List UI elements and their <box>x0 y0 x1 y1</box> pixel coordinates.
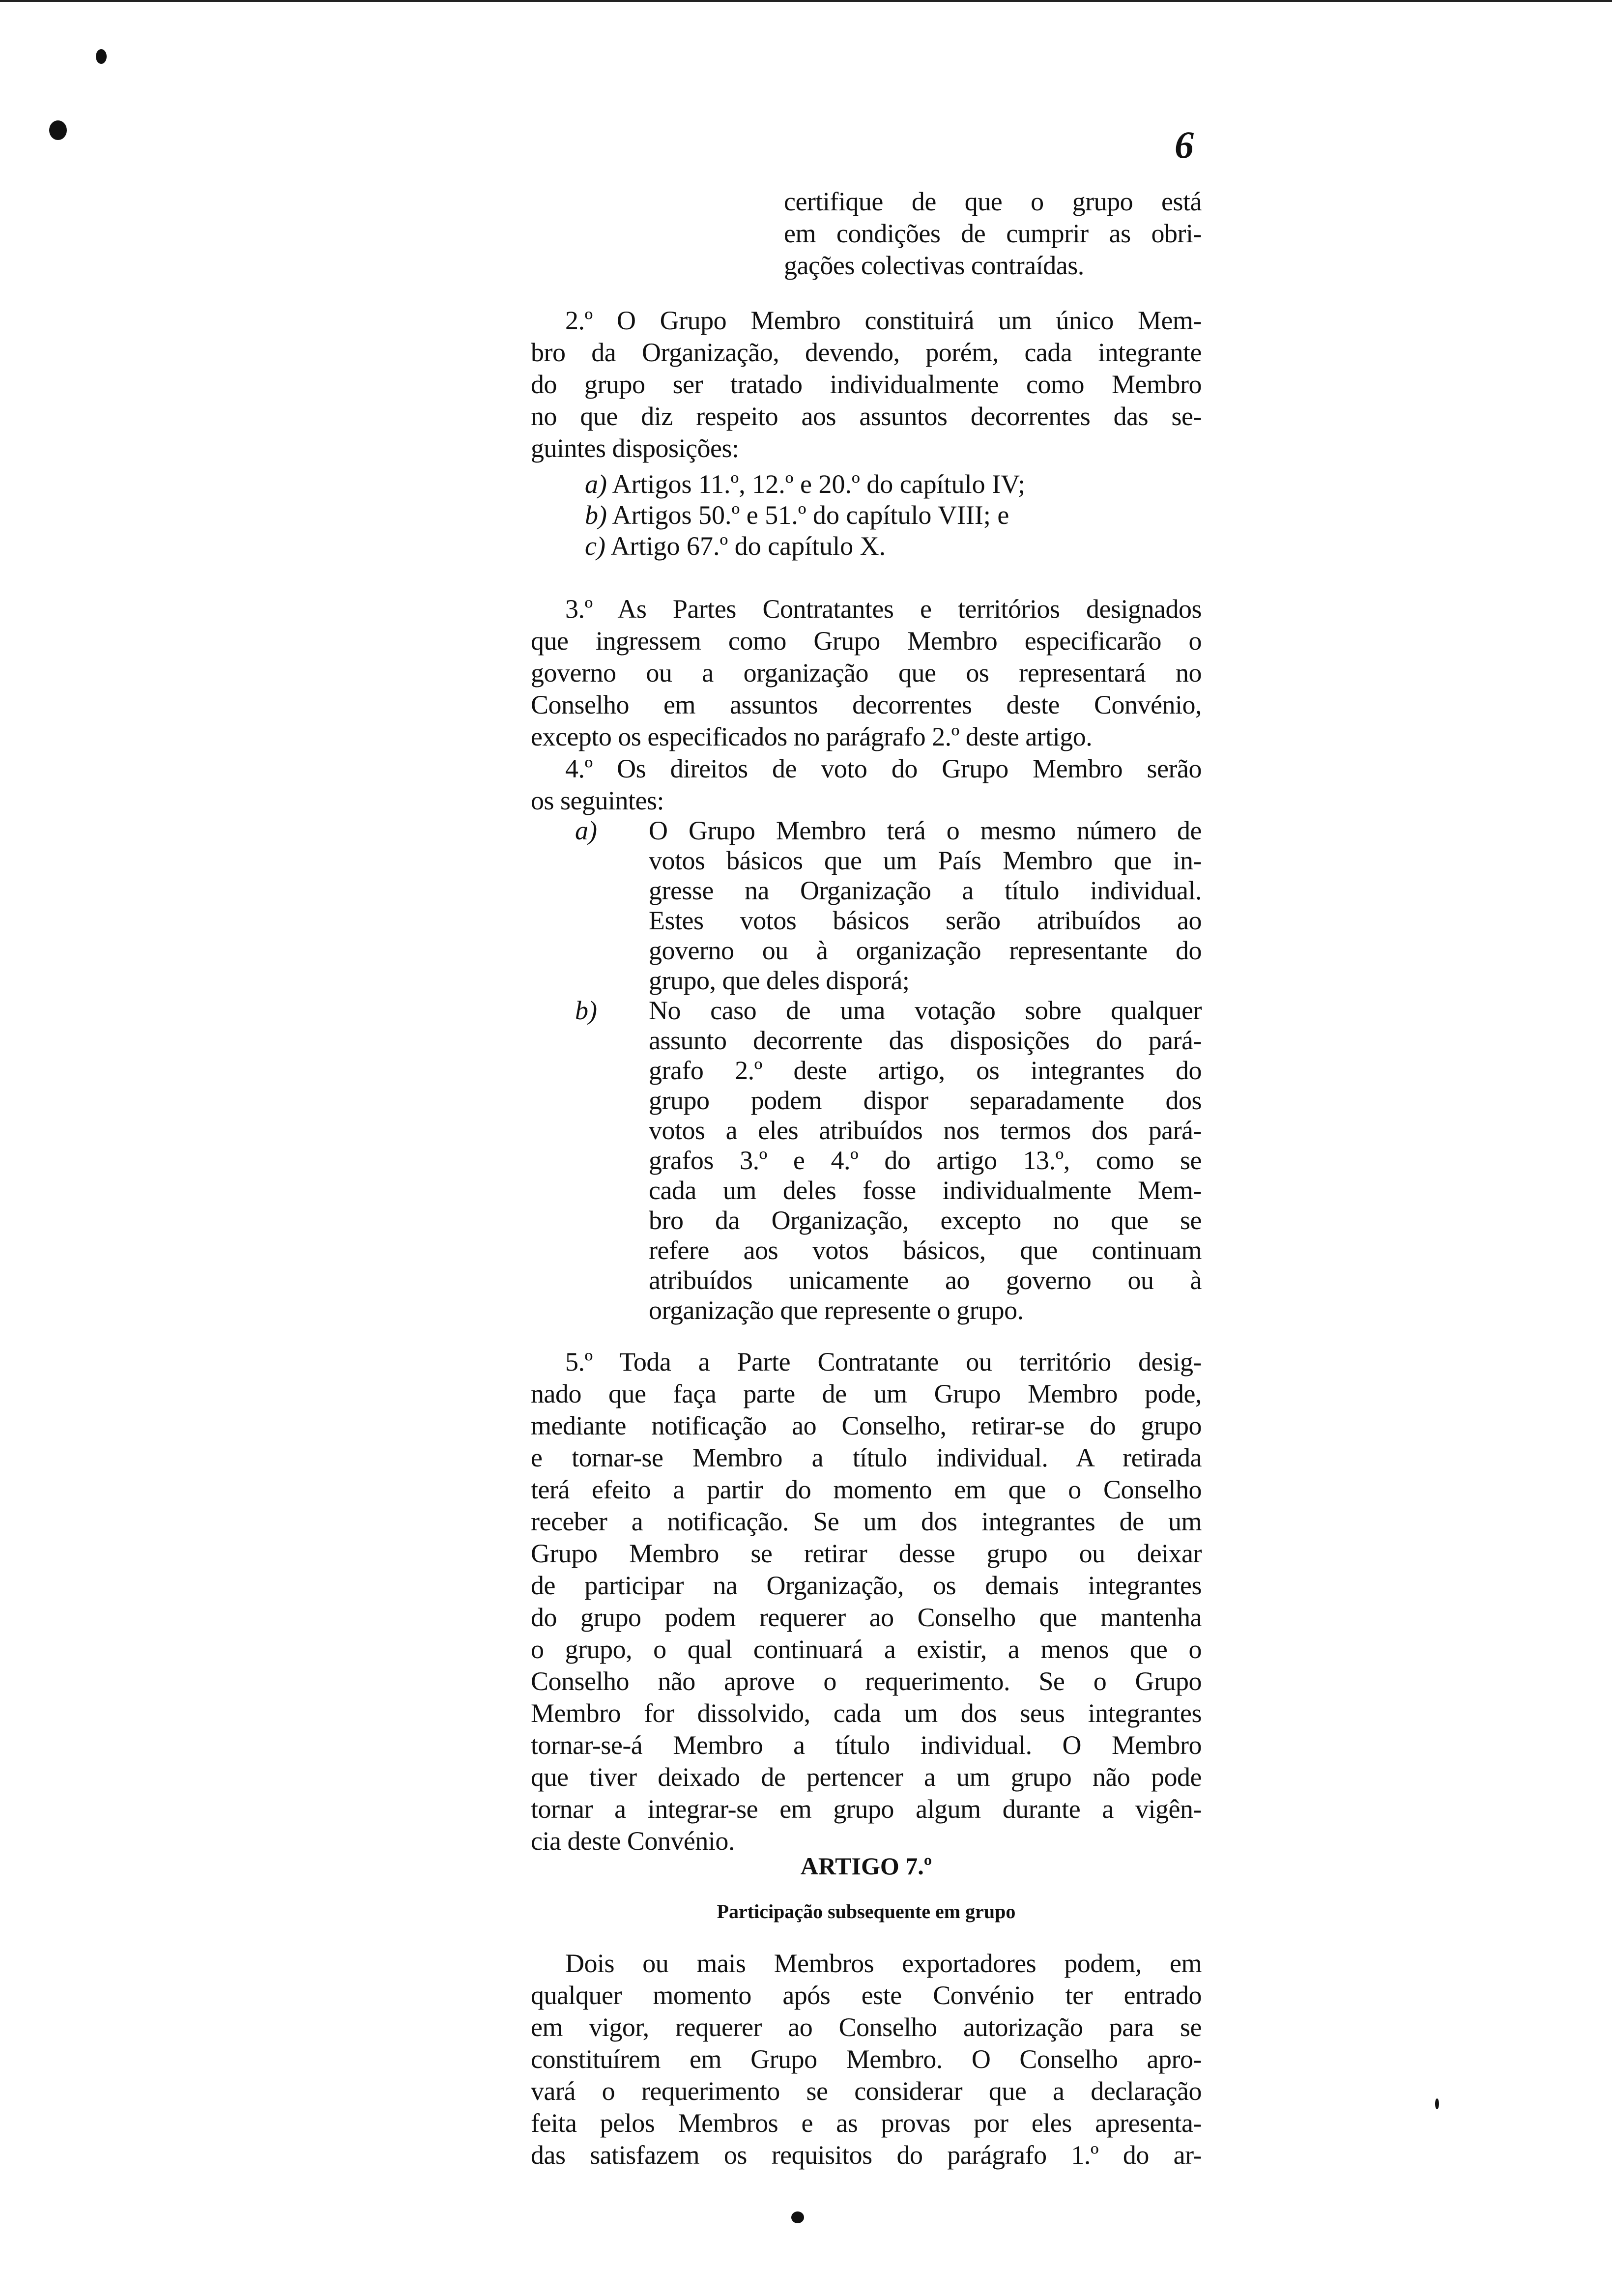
voting-item-a <box>575 816 1202 996</box>
list-label: c) <box>585 531 605 561</box>
text-line: em vigor, requerer ao Conselho autorização para se <box>531 2012 1202 2042</box>
list-text: Artigos 11.º, 12.º e 20.º do capítulo IV; <box>612 469 1026 499</box>
item-label: a) <box>575 816 597 845</box>
paragraph-2-list <box>585 469 1224 562</box>
list-text: Artigos 50.º e 51.º do capítulo VIII; e <box>612 500 1009 530</box>
article-7-paragraph <box>531 1948 1202 2171</box>
list-label: b) <box>585 500 607 530</box>
text-line: e tornar-se Membro a título individual. A retirada <box>531 1443 1202 1472</box>
text-line: 2.º O Grupo Membro constituirá um único Mem- <box>565 306 1202 335</box>
line-container <box>649 996 1202 1325</box>
article-heading: ARTIGO 7.º <box>800 1852 932 1880</box>
item-label: b) <box>575 996 597 1025</box>
text-line: 4.º Os direitos de voto do Grupo Membro serão <box>565 754 1202 783</box>
text-line: gações colectivas contraídas. <box>784 251 1084 280</box>
text-line: que ingressem como Grupo Membro especificarão o <box>531 626 1202 656</box>
paragraph-2 <box>531 305 1202 464</box>
line-container <box>784 186 1202 282</box>
text-line: 5.º Toda a Parte Contratante ou território desig- <box>565 1347 1202 1377</box>
text-line: votos a eles atribuídos nos termos dos pará- <box>649 1116 1202 1145</box>
text-line: bro da Organização, excepto no que se <box>649 1205 1202 1235</box>
paragraph-3-4 <box>531 593 1202 817</box>
text-line: Membro for dissolvido, cada um dos seus integrantes <box>531 1698 1202 1728</box>
text-line: grupo, que deles disporá; <box>649 966 910 995</box>
text-line: governo ou a organização que os representará no <box>531 658 1202 688</box>
text-line: organização que represente o grupo. <box>649 1295 1024 1325</box>
scan-speck <box>96 49 107 64</box>
text-line: 3.º As Partes Contratantes e territórios designados <box>565 594 1202 624</box>
text-line: cada um deles fosse individualmente Mem- <box>649 1176 1202 1205</box>
text-line: de participar na Organização, os demais integrantes <box>531 1571 1202 1600</box>
text-line: terá efeito a partir do momento em que o Conselho <box>531 1475 1202 1504</box>
text-line: os seguintes: <box>531 786 664 815</box>
text-line: do grupo ser tratado individualmente como Membro <box>531 370 1202 399</box>
text-line: Conselho em assuntos decorrentes deste Convénio, <box>531 690 1202 719</box>
text-line: grafo 2.º deste artigo, os integrantes do <box>649 1056 1202 1085</box>
text-line: O Grupo Membro terá o mesmo número de <box>649 816 1202 845</box>
text-line: Dois ou mais Membros exportadores podem, em <box>565 1949 1202 1978</box>
list-item <box>585 531 1224 562</box>
scan-speck <box>1435 2098 1439 2109</box>
paragraph-5 <box>531 1346 1202 1857</box>
text-line: tornar-se-á Membro a título individual. O Membro <box>531 1730 1202 1760</box>
text-line: feita pelos Membros e as provas por eles apresenta- <box>531 2108 1202 2138</box>
text-line: no que diz respeito aos assuntos decorrentes das se- <box>531 402 1202 431</box>
text-line: certifique de que o grupo está <box>784 187 1202 216</box>
text-line: tornar a integrar-se em grupo algum durante a vigên- <box>531 1794 1202 1824</box>
text-line: qualquer momento após este Convénio ter entrado <box>531 1980 1202 2010</box>
text-line: cia deste Convénio. <box>531 1826 735 1856</box>
article-subheading: Participação subsequente em grupo <box>717 1900 1016 1923</box>
text-line: Conselho não aprove o requerimento. Se o Grupo <box>531 1666 1202 1696</box>
text-line: gresse na Organização a título individual. <box>649 876 1202 905</box>
text-line: vará o requerimento se considerar que a declaração <box>531 2076 1202 2106</box>
line-container <box>531 593 1202 817</box>
scan-edge-line <box>0 0 1612 2</box>
text-line: Estes votos básicos serão atribuídos ao <box>649 906 1202 935</box>
list-item <box>585 469 1224 500</box>
text-line: grupo podem dispor separadamente dos <box>649 1086 1202 1115</box>
text-line: das satisfazem os requisitos do parágrafo 1.º do ar- <box>531 2140 1202 2170</box>
text-line: que tiver deixado de pertencer a um grupo não pode <box>531 1762 1202 1792</box>
text-line: do grupo podem requerer ao Conselho que mantenha <box>531 1603 1202 1632</box>
line-container <box>531 1346 1202 1857</box>
text-line: atribuídos unicamente ao governo ou à <box>649 1265 1202 1295</box>
scan-speck <box>49 120 67 140</box>
list-label: a) <box>585 469 607 499</box>
text-line: guintes disposições: <box>531 433 739 463</box>
text-line: excepto os especificados no parágrafo 2.º deste artigo. <box>531 722 1093 751</box>
list-text: Artigo 67.º do capítulo X. <box>610 531 886 561</box>
scan-speck <box>791 2211 804 2223</box>
text-line: Grupo Membro se retirar desse grupo ou deixar <box>531 1539 1202 1568</box>
text-line: votos básicos que um País Membro que in- <box>649 846 1202 875</box>
text-line: refere aos votos básicos, que continuam <box>649 1235 1202 1265</box>
text-line: constituírem em Grupo Membro. O Conselho apro- <box>531 2044 1202 2074</box>
list-item <box>585 500 1224 531</box>
line-container <box>531 305 1202 464</box>
text-line: governo ou à organização representante do <box>649 936 1202 965</box>
text-line: bro da Organização, devendo, porém, cada integrante <box>531 338 1202 367</box>
voting-item-b <box>575 996 1202 1325</box>
text-line: grafos 3.º e 4.º do artigo 13.º, como se <box>649 1146 1202 1175</box>
line-container <box>649 816 1202 996</box>
text-line: em condições de cumprir as obri- <box>784 219 1202 248</box>
paragraph-continuation <box>784 186 1202 282</box>
text-line: No caso de uma votação sobre qualquer <box>649 996 1202 1025</box>
line-container <box>531 1948 1202 2171</box>
text-line: assunto decorrente das disposições do pará- <box>649 1026 1202 1055</box>
text-line: mediante notificação ao Conselho, retirar-se do grupo <box>531 1411 1202 1440</box>
text-line: receber a notificação. Se um dos integrantes de um <box>531 1507 1202 1536</box>
text-line: o grupo, o qual continuará a existir, a menos que o <box>531 1635 1202 1664</box>
text-line: nado que faça parte de um Grupo Membro pode, <box>531 1379 1202 1408</box>
page-number: 6 <box>1175 123 1194 166</box>
